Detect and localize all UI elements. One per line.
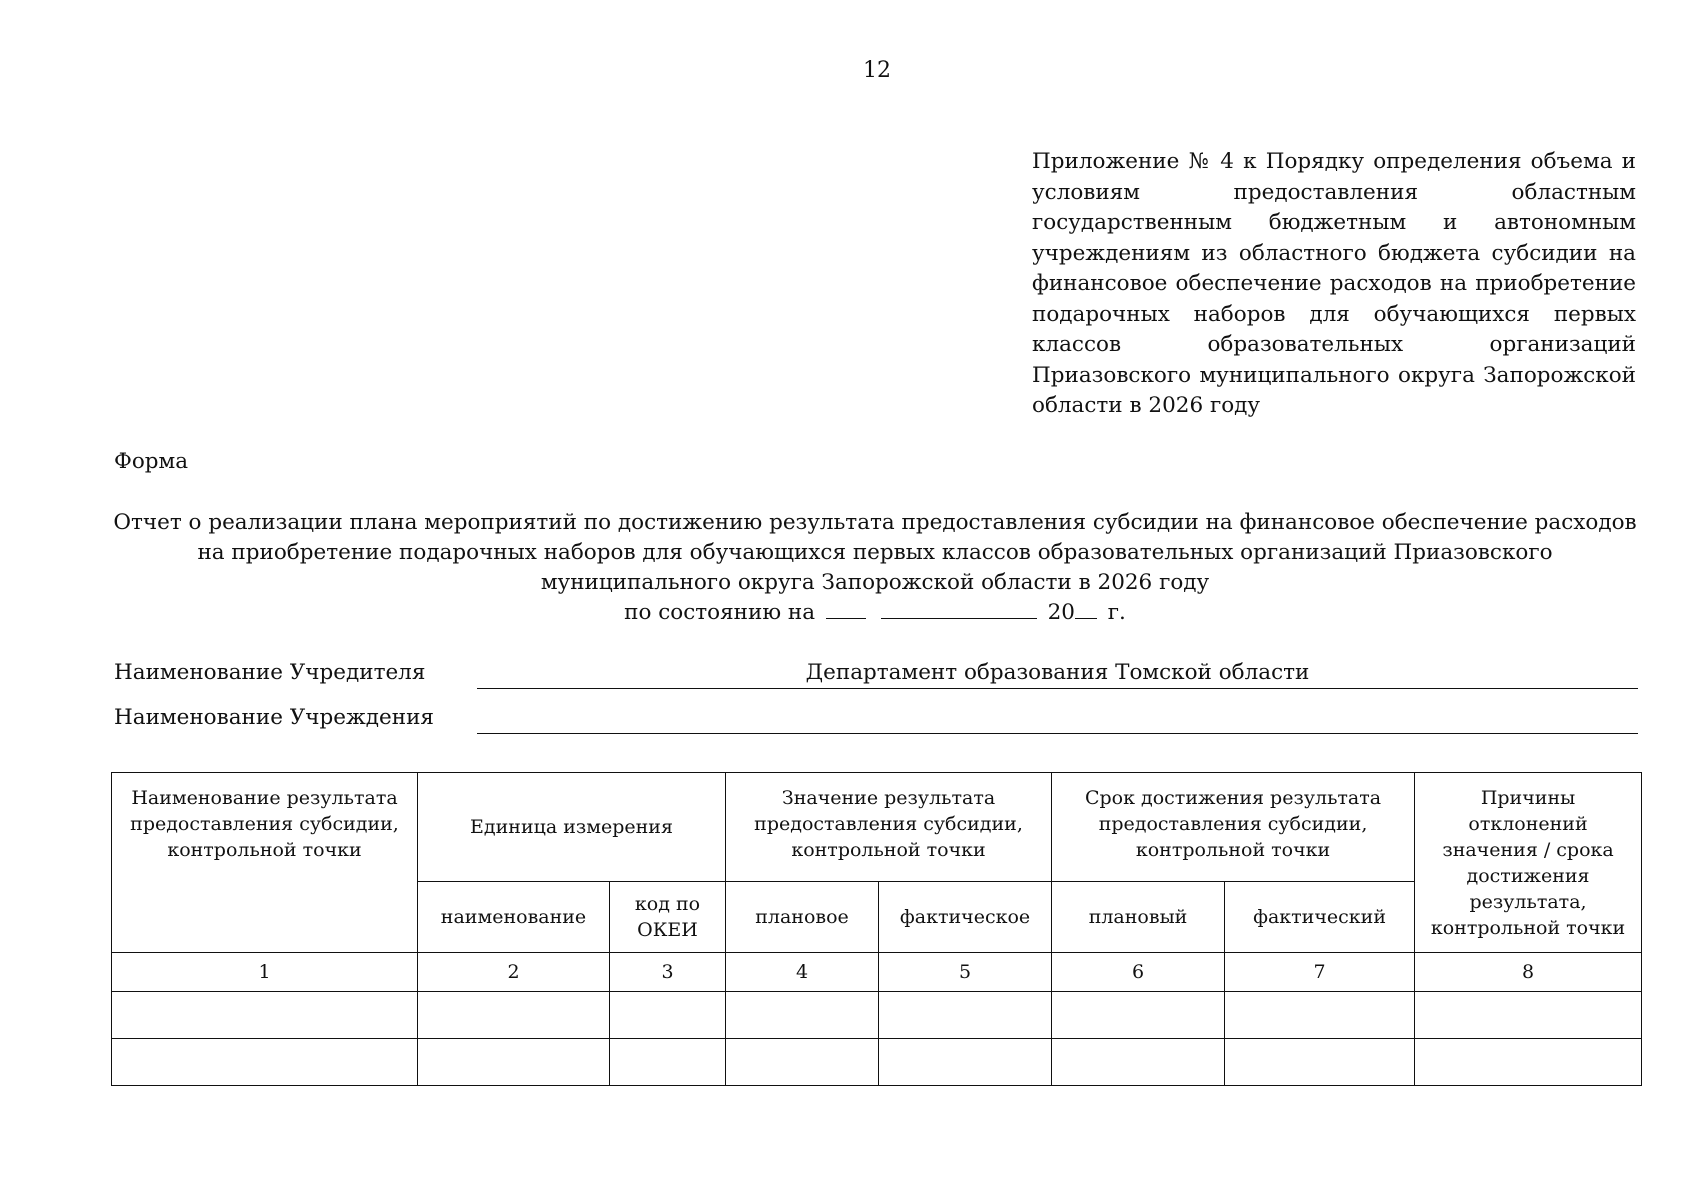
table-cell[interactable] [418,992,610,1039]
institution-label: Наименование Учреждения [114,705,434,730]
year-blank[interactable] [1075,598,1097,619]
column-number: 3 [610,953,726,992]
header-row-1 [112,773,1642,882]
header-value-plan: плановое [726,882,879,953]
header-unit: Единица измерения [418,773,726,882]
column-number: 5 [879,953,1052,992]
header-term-fact: фактический [1225,882,1415,953]
table-cell[interactable] [1415,992,1642,1039]
institution-value-field[interactable] [477,705,1638,734]
founder-label: Наименование Учредителя [114,660,426,685]
report-table [111,772,1642,1086]
table-cell[interactable] [1415,1039,1642,1086]
page-number: 12 [863,58,891,83]
table-cell[interactable] [726,992,879,1039]
date-prefix: по состоянию на [624,600,816,625]
table-cell[interactable] [879,992,1052,1039]
day-blank[interactable] [826,598,866,619]
column-number: 8 [1415,953,1642,992]
report-title [112,508,1638,628]
column-number: 4 [726,953,879,992]
column-number: 2 [418,953,610,992]
header-term: Срок достижения результата предоставления субсидии, контрольной точки [1052,773,1415,882]
form-label: Форма [114,449,189,474]
header-value: Значение результата предоставления субсидии, контрольной точки [726,773,1052,882]
year-prefix: 20 [1047,600,1075,625]
table-cell[interactable] [726,1039,879,1086]
founder-value-field[interactable]: Департамент образования Томской области [477,660,1638,689]
header-value-fact: фактическое [879,882,1052,953]
report-date-line [112,598,1638,628]
table-cell[interactable] [610,1039,726,1086]
column-number: 6 [1052,953,1225,992]
table-cell[interactable] [112,992,418,1039]
header-result-name: Наименование результата предоставления субсидии, контрольной точки [112,773,418,953]
month-blank[interactable] [881,598,1037,619]
table-row [112,1039,1642,1086]
header-unit-name: наименование [418,882,610,953]
table-cell[interactable] [1052,992,1225,1039]
report-title-text: Отчет о реализации плана мероприятий по достижению результата предоставления субсидии на финансовое обеспечение расходов на приобретение подарочных наборов для обучающихся первых классов образовательных организаций Приазовского муниципального округа Запорожской области в 2026 году [113,510,1637,595]
table-cell[interactable] [112,1039,418,1086]
header-reasons: Причины отклонений значения / срока достижения результата, контрольной точки [1415,773,1642,953]
header-unit-code: код по ОКЕИ [610,882,726,953]
column-number-row [112,953,1642,992]
founder-row [114,660,1638,692]
date-suffix: г. [1107,600,1126,625]
table-row [112,992,1642,1039]
institution-row [114,705,1638,737]
header-term-plan: плановый [1052,882,1225,953]
column-number: 1 [112,953,418,992]
appendix-note: Приложение № 4 к Порядку определения объема и условиям предоставления областным государственным бюджетным и автономным учреждениям из областного бюджета субсидии на финансовое обеспечение расходов на приобретение подарочных наборов для обучающихся первых классов образовательных организаций Приазовского муниципального округа Запорожской области в 2026 году [1032,149,1636,418]
table-cell[interactable] [418,1039,610,1086]
table-cell[interactable] [879,1039,1052,1086]
column-number: 7 [1225,953,1415,992]
table-cell[interactable] [610,992,726,1039]
table-cell[interactable] [1052,1039,1225,1086]
table-cell[interactable] [1225,1039,1415,1086]
table-cell[interactable] [1225,992,1415,1039]
